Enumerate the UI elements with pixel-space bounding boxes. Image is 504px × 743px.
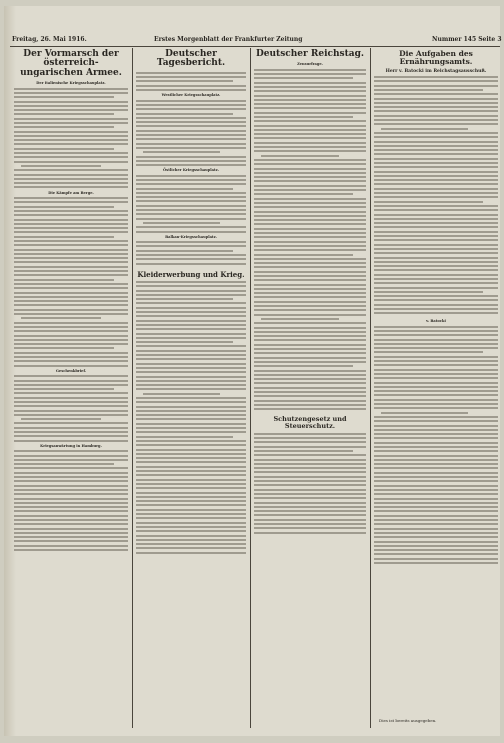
article-column-4	[374, 48, 498, 728]
article-headline: Der Vormarsch der österreich-ungarischen Armee.	[20, 49, 122, 78]
article-column-2	[136, 48, 246, 728]
article-headline: Die Aufgaben des Ernährungsamts.	[399, 49, 473, 66]
article-column-3	[254, 48, 366, 728]
article-headline: Kleiderwerbung und Krieg.	[137, 269, 245, 279]
article-headline: Schutzengesetz und Steuerschutz.	[273, 415, 347, 430]
masthead-paper-title: Erstes Morgenblatt der Frankfurter Zeitung	[154, 36, 303, 43]
masthead-page-number: Nummer 145 Seite 3	[432, 36, 502, 43]
masthead-date: Freitag, 26. Mai 1916.	[12, 36, 87, 43]
column-divider	[132, 48, 133, 728]
masthead-rule	[10, 46, 500, 47]
section-subheading: Herr v. Batocki im Reichstagsausschuß.	[385, 68, 487, 74]
section-subheading: v. Batocki	[426, 319, 446, 324]
section-subheading: Kriegsanwärtung in Hamburg.	[40, 443, 102, 448]
section-subheading: Geschenkbrief.	[55, 368, 87, 373]
section-subheading: Zensurfrage.	[297, 62, 323, 67]
section-subheading: Balkan-Kriegsschauplatz.	[165, 234, 217, 239]
section-subheading: Westlicher Kriegsschauplatz.	[161, 93, 221, 98]
footer-note: Dies ist bereits ausgegeben.	[379, 718, 437, 723]
section-subheading: Der italienische Kriegsschauplatz.	[36, 81, 106, 86]
article-headline: Deutscher Reichstag.	[255, 49, 365, 59]
column-divider	[250, 48, 251, 728]
column-divider	[370, 48, 371, 728]
article-headline: Deutscher Tagesbericht.	[156, 49, 226, 69]
section-subheading: Die Kämpfe am Berge.	[48, 190, 94, 195]
newspaper-page	[4, 6, 500, 736]
article-column-1	[14, 48, 128, 728]
section-subheading: Östlicher Kriegsschauplatz.	[163, 168, 219, 173]
